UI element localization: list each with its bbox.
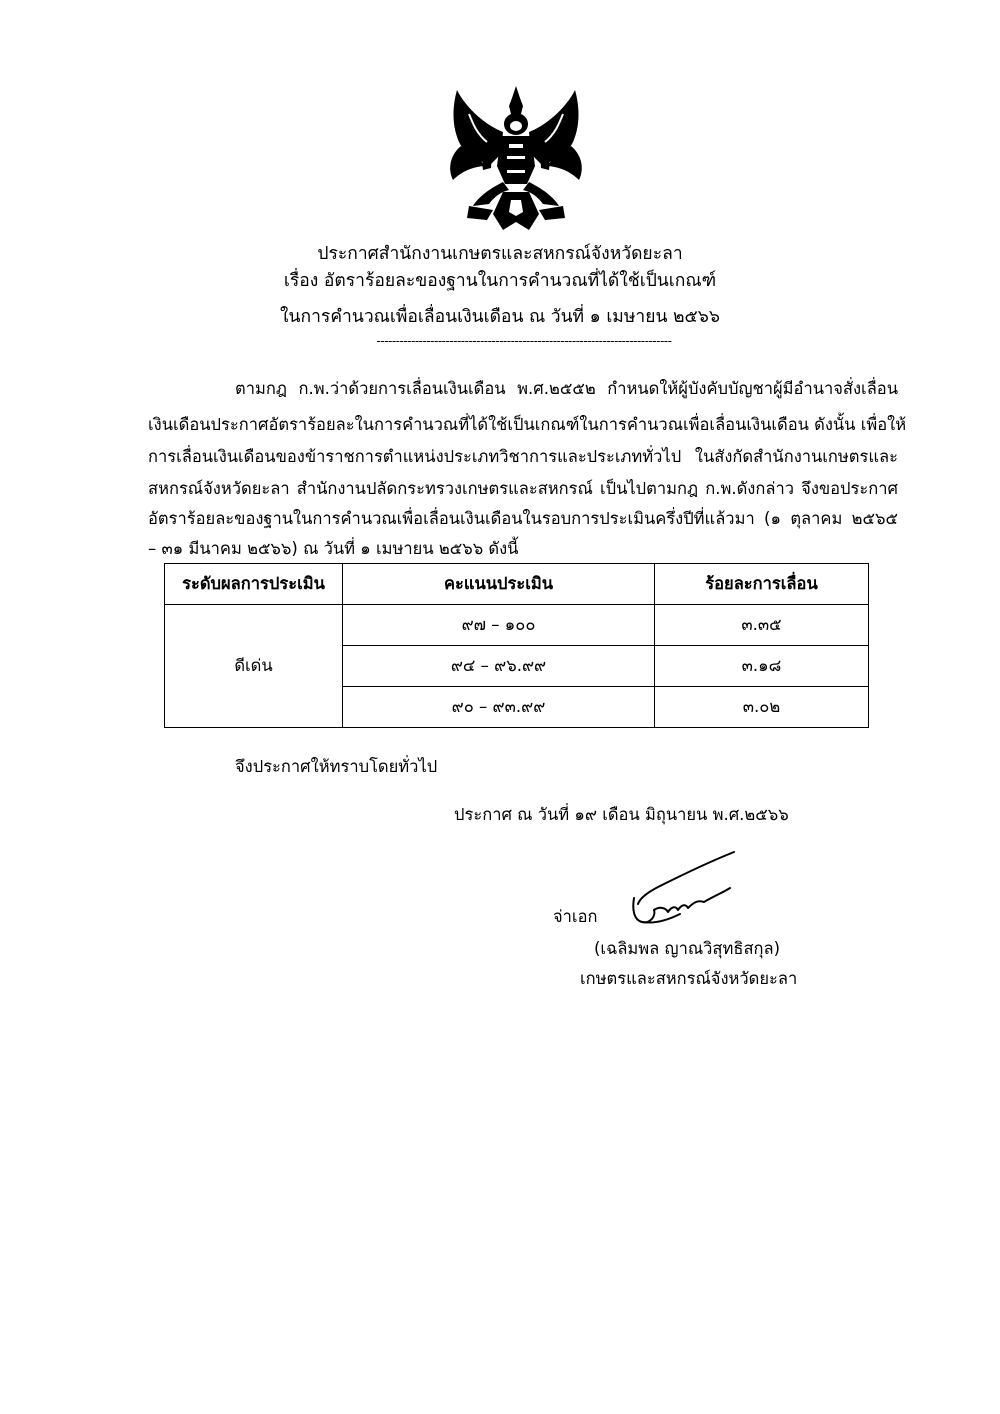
score-cell: ๙๐ – ๙๓.๙๙	[343, 687, 655, 728]
signer-rank: จ่าเอก	[553, 907, 598, 926]
score-cell: ๙๗ – ๑๐๐	[343, 605, 655, 646]
signer-name: (เฉลิมพล ญาณวิสุทธิสกุล)	[594, 939, 781, 958]
level-cell: ดีเด่น	[165, 605, 343, 728]
percent-cell: ๓.๐๒	[655, 687, 869, 728]
salary-rate-table	[164, 563, 869, 728]
body-paragraph-line: เงินเดือนประกาศอัตราร้อยละในการคำนวณที่ได้ใช้เป็นเกณฑ์ในการคำนวณเพื่อเลื่อนเงินเดือน ดังนั้น เพื่อให้	[148, 415, 907, 434]
garuda-emblem-icon	[443, 84, 589, 236]
announcement-title: ประกาศสำนักงานเกษตรและสหกรณ์จังหวัดยะลา	[317, 244, 683, 264]
body-paragraph-line: การเลื่อนเงินเดือนของข้าราชการตำแหน่งประเภทวิชาการและประเภททั่วไป ในสังกัดสำนักงานเกษตรและ	[148, 447, 898, 466]
body-paragraph-line: อัตราร้อยละของฐานในการคำนวณเพื่อเลื่อนเงินเดือนในรอบการประเมินครึ่งปีที่แล้วมา (๑ ตุลาคม ๒๕๖๕	[148, 509, 898, 528]
subject-line: เรื่อง อัตราร้อยละของฐานในการคำนวณที่ได้ใช้เป็นเกณฑ์	[283, 271, 717, 291]
handwritten-signature-icon	[624, 848, 742, 930]
header-score: คะแนนประเมิน	[343, 564, 655, 605]
body-paragraph-line: ตามกฎ ก.พ.ว่าด้วยการเลื่อนเงินเดือน พ.ศ.๒๕๕๒ กำหนดให้ผู้บังคับบัญชาผู้มีอำนาจสั่งเลื่อน	[235, 379, 898, 398]
signer-position: เกษตรและสหกรณ์จังหวัดยะลา	[580, 969, 798, 988]
score-cell: ๙๔ – ๙๖.๙๙	[343, 646, 655, 687]
body-paragraph-line: สหกรณ์จังหวัดยะลา สำนักงานปลัดกระทรวงเกษตรและสหกรณ์ เป็นไปตามกฎ ก.พ.ดังกล่าว จึงขอประกาศ	[148, 479, 898, 498]
percent-cell: ๓.๓๕	[655, 605, 869, 646]
subject-line-2: ในการคำนวณเพื่อเลื่อนเงินเดือน ณ วันที่ ๑ เมษายน ๒๕๖๖	[280, 307, 720, 327]
header-percent: ร้อยละการเลื่อน	[655, 564, 869, 605]
closing-announcement: จึงประกาศให้ทราบโดยทั่วไป	[235, 757, 438, 776]
separator-line: -----------------------------------------------------------------------------	[376, 334, 672, 348]
announcement-date: ประกาศ ณ วันที่ ๑๙ เดือน มิถุนายน พ.ศ.๒๕๖๖	[454, 805, 789, 824]
table-row	[165, 605, 869, 646]
body-paragraph-line: – ๓๑ มีนาคม ๒๕๖๖) ณ วันที่ ๑ เมษายน ๒๕๖๖ ดังนี้	[148, 539, 519, 558]
percent-cell: ๓.๑๘	[655, 646, 869, 687]
header-assessment-level: ระดับผลการประเมิน	[165, 564, 343, 605]
table-header-row	[165, 564, 869, 605]
